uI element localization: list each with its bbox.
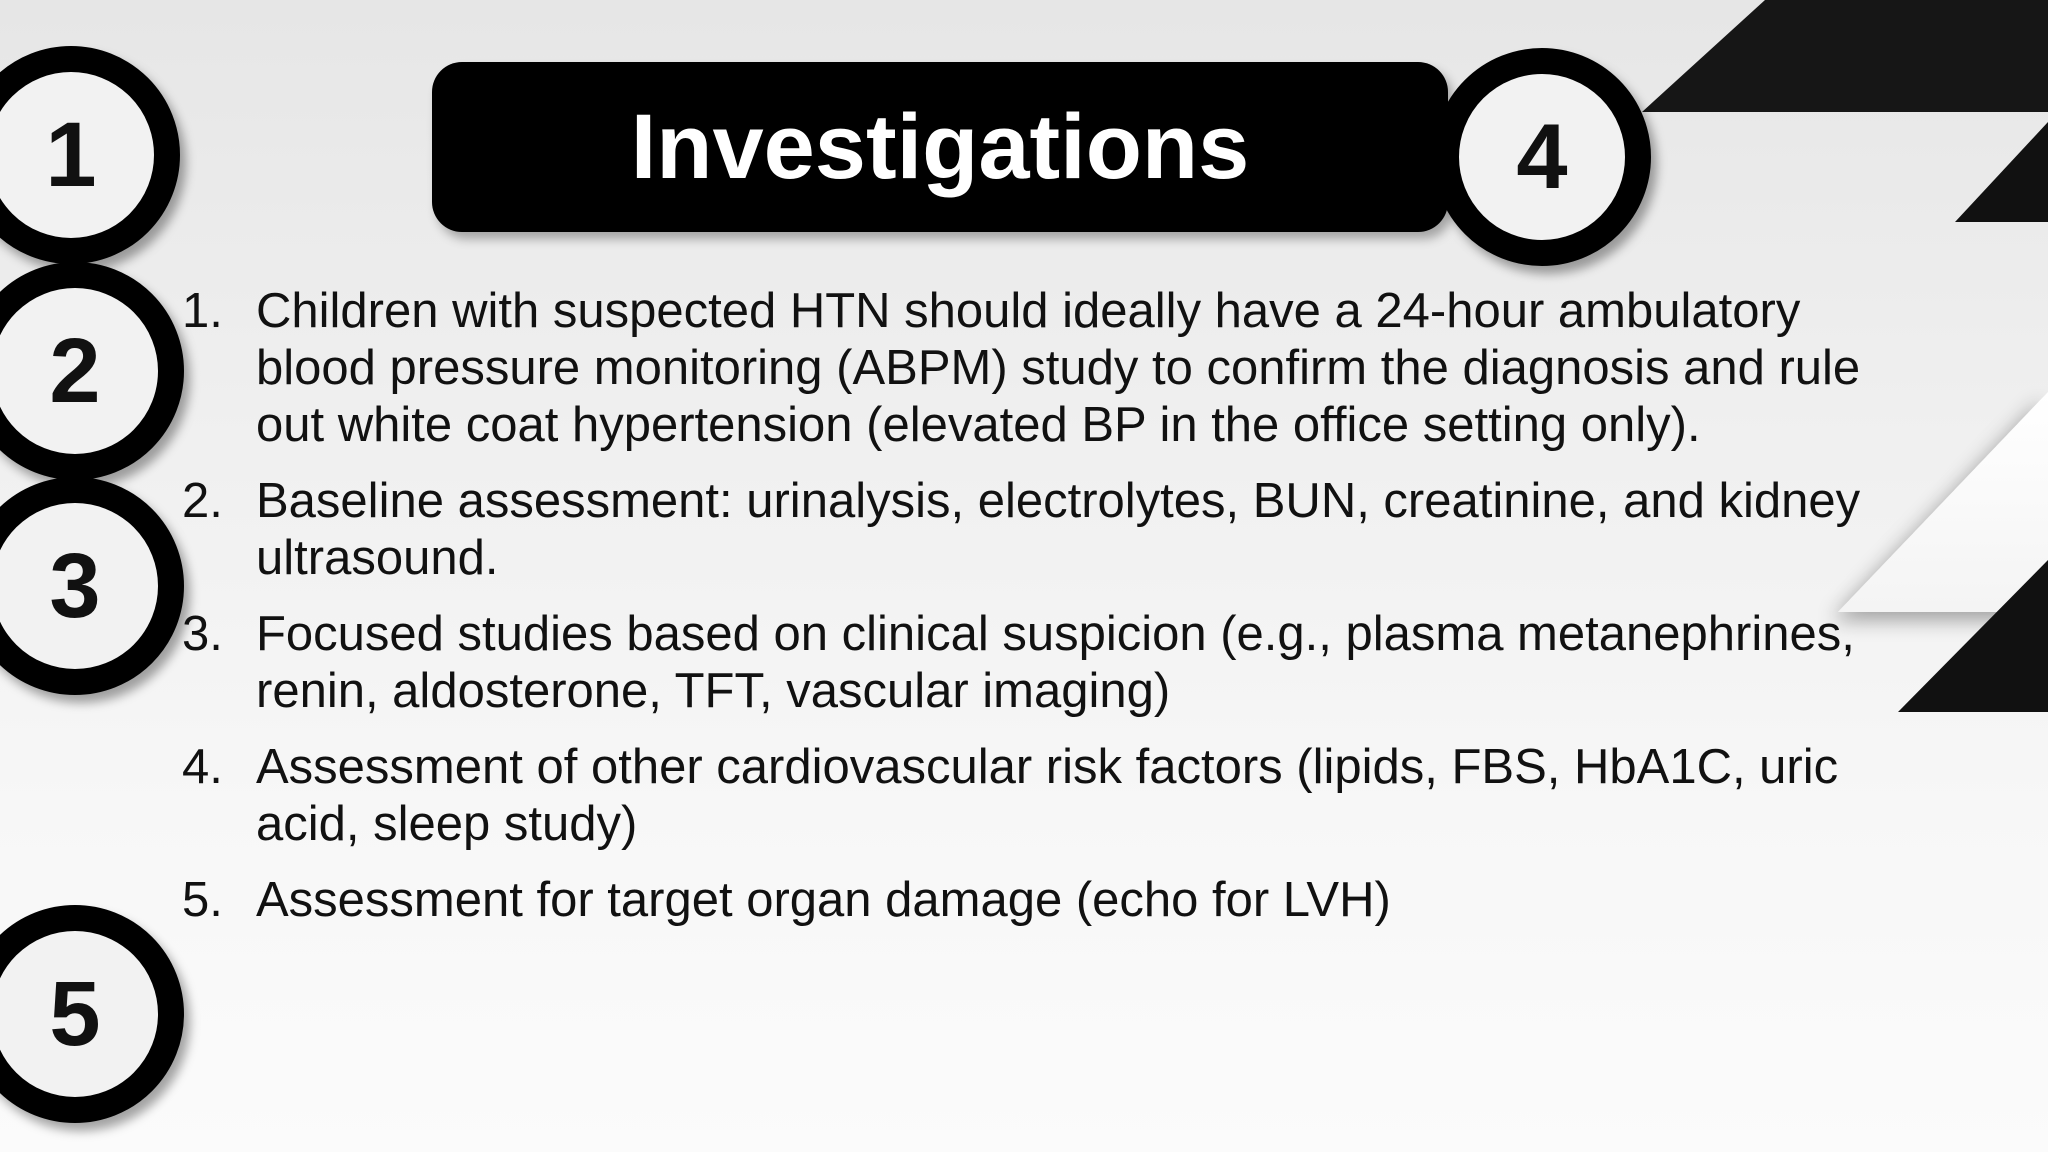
list-item-number: 3. (182, 607, 223, 661)
number-badge-4 (1433, 48, 1651, 266)
list-item-number: 5. (182, 873, 223, 927)
investigations-list (182, 283, 1882, 948)
number-badge-1-label: 1 (45, 104, 97, 206)
list-item-text: Assessment of other cardiovascular risk factors (lipids, FBS, HbA1C, uric acid, sleep study) (256, 740, 1839, 851)
title-banner (432, 62, 1448, 232)
list-item (182, 872, 1882, 929)
number-badge-2-label: 2 (49, 320, 101, 422)
list-item-number: 2. (182, 474, 223, 528)
number-badge-4-label: 4 (1516, 106, 1568, 208)
list-item-text: Focused studies based on clinical suspicion (e.g., plasma metanephrines, renin, aldosterone, TFT, vascular imaging) (256, 607, 1855, 718)
number-badge-5-label: 5 (49, 963, 101, 1065)
list-item (182, 739, 1882, 853)
list-item-text: Children with suspected HTN should ideally have a 24-hour ambulatory blood pressure monitoring (ABPM) study to confirm the diagnosis and rule out white coat hypertension (elevated BP in the office setting only). (256, 284, 1861, 452)
list-item (182, 283, 1882, 454)
right-black-stripe-upper (1955, 122, 2048, 222)
list-item-text: Assessment for target organ damage (echo for LVH) (256, 873, 1391, 927)
list-item-number: 4. (182, 740, 223, 794)
list-item (182, 606, 1882, 720)
number-badge-3-label: 3 (49, 535, 101, 637)
list-item-text: Baseline assessment: urinalysis, electrolytes, BUN, creatinine, and kidney ultrasound. (256, 474, 1861, 585)
page-title: Investigations (630, 96, 1250, 198)
list-item (182, 473, 1882, 587)
list-item-number: 1. (182, 284, 223, 338)
top-black-stripe (1642, 0, 2048, 112)
